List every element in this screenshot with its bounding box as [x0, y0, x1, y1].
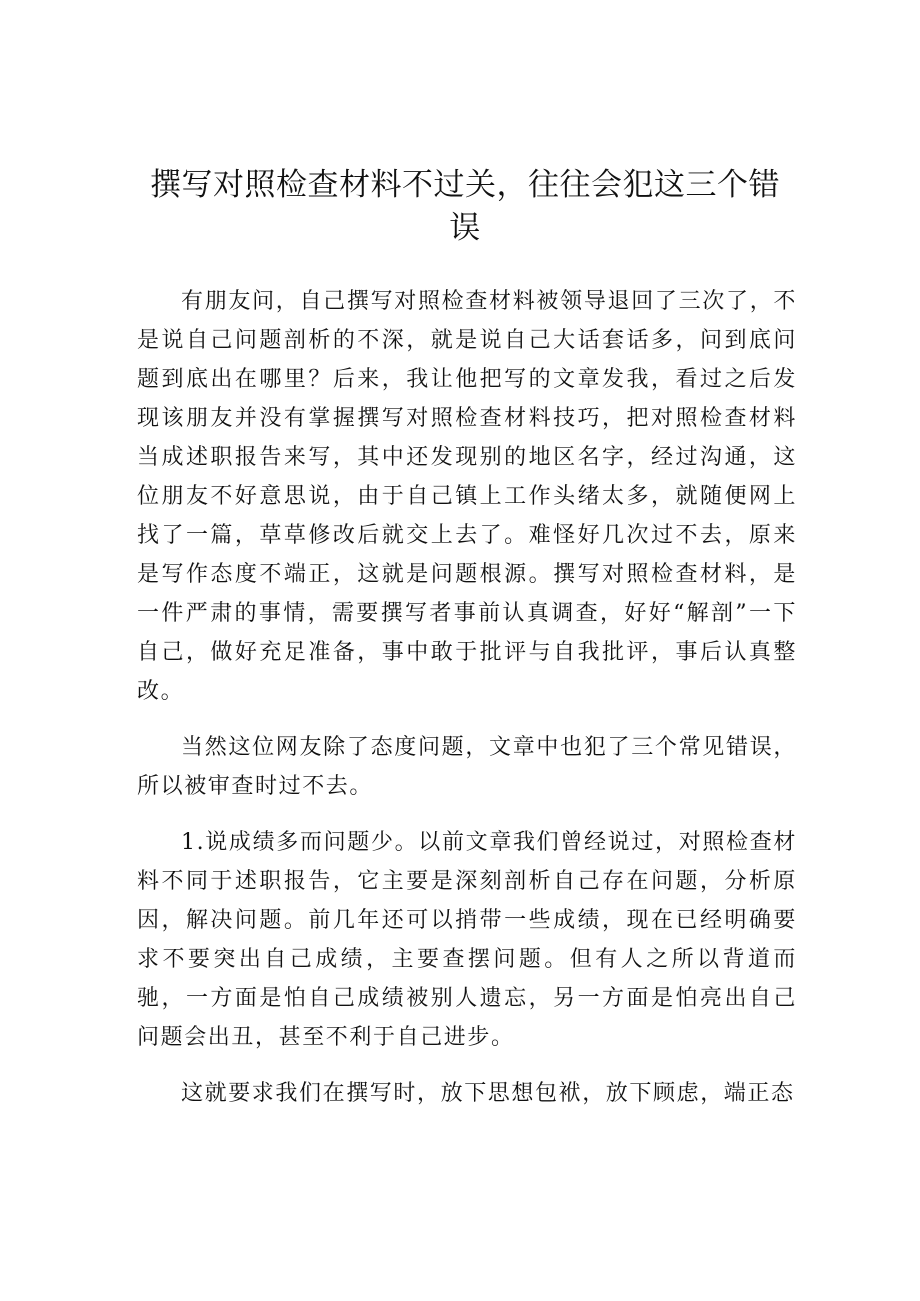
paragraph-requirement: 这就要求我们在撰写时，放下思想包袱，放下顾虑，端正态: [181, 1081, 795, 1106]
paragraph-error-1: 1.说成绩多而问题少。以前文章我们曾经说过，对照检查材料不同于述职报告，它主要是深刻剖析自己存在问题，分析原因，解决问题。前几年还可以捎带一些成绩，现在已经明确要求不要突出自己成绩，主要查摆问题。但有人之所以背道而驰，一方面是怕自己成绩被别人遗忘，另一方面是怕亮出自己问题会出丑，甚至不利于自己进步。: [137, 830, 797, 1050]
paragraph-intro: 有朋友问，自己撰写对照检查材料被领导退回了三次了，不是说自己问题剖析的不深，就是说自己大话套话多，问到底问题到底出在哪里？后来，我让他把写的文章发我，看过之后发现该朋友并没有掌握撰写对照检查材料技巧，把对照检查材料当成述职报告来写，其中还发现别的地区名字，经过沟通，这位朋友不好意思说，由于自己镇上工作头绪太多，就随便网上找了一篇，草草修改后就交上去了。难怪好几次过不去，原来是写作态度不端正，这就是问题根源。撰写对照检查材料，是一件严肃的事情，需要撰写者事前认真调查，好好“解剖”一下自己，做好充足准备，事中敢于批评与自我批评，事后认真整改。: [137, 289, 797, 704]
document-body: [137, 282, 797, 1113]
paragraph-errors-summary: 当然这位网友除了态度问题，文章中也犯了三个常见错误，所以被审查时过不去。: [137, 735, 797, 799]
document-title: 撰写对照检查材料不过关，往往会犯这三个错误: [150, 167, 780, 246]
